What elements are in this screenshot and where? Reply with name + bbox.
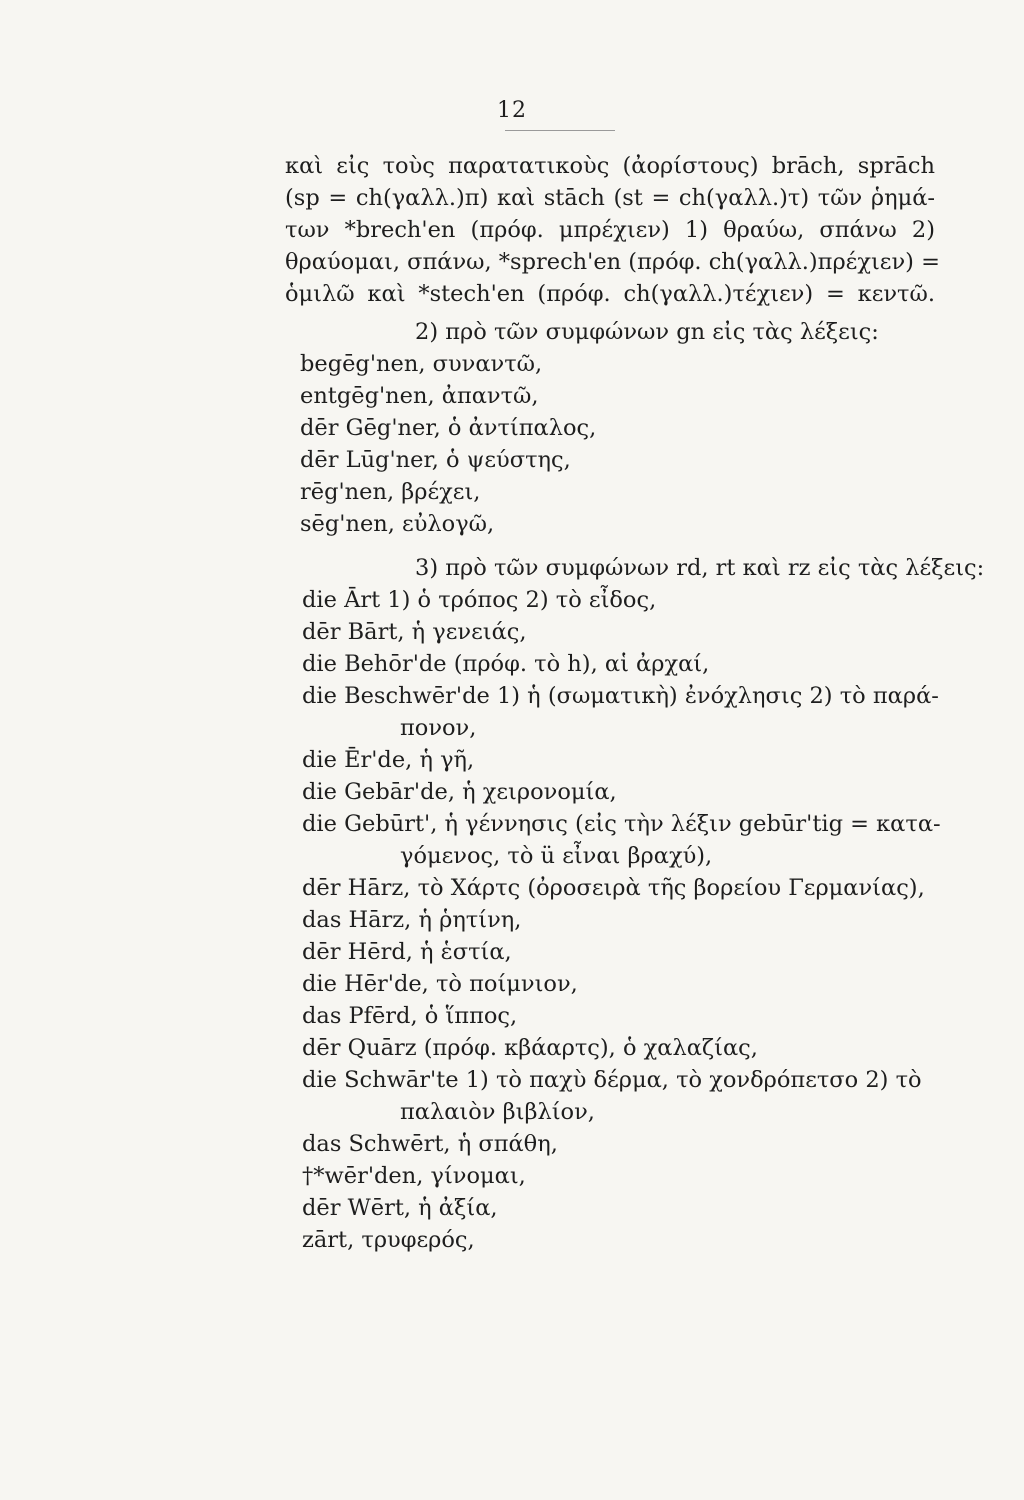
list-item: rēg'nen, βρέχει,: [300, 479, 481, 505]
section-2-heading: 2) πρὸ τῶν συμφώνων gn εἰς τὰς λέξεις:: [415, 319, 879, 345]
section-3-word-list: [285, 584, 941, 1256]
list-item: †*wēr'den, γίνομαι,: [302, 1163, 526, 1189]
list-item: sēg'nen, εὐλογῶ,: [300, 511, 495, 537]
list-item-continuation: παλαιὸν βιβλίον,: [400, 1099, 595, 1125]
list-item: das Pfērd, ὁ ἵππος,: [302, 1003, 518, 1029]
list-item: entgēg'nen, ἀπαντῶ,: [300, 383, 539, 409]
list-item-continuation: πονον,: [400, 715, 477, 741]
list-item: die Gebūrt', ἡ γέννησις (εἰς τὴν λέξιν gebūr'tig = κατα-: [302, 811, 941, 837]
list-item: die Gebār'de, ἡ χειρονομία,: [302, 779, 617, 805]
list-item: die Hēr'de, τὸ ποίμνιον,: [302, 971, 578, 997]
text-line: καὶ εἰς τοὺς παρατατικοὺς (ἀορίστους) brāch, sprāch: [285, 153, 935, 179]
list-item: dēr Hārz, τὸ Χάρτς (ὀροσειρὰ τῆς βορείου Γερμανίας),: [302, 875, 925, 901]
list-item: dēr Lūg'ner, ὁ ψεύστης,: [300, 447, 571, 473]
list-item: die Behōr'de (πρόφ. τὸ h), αἱ ἀρχαί,: [302, 651, 710, 677]
list-item: das Hārz, ἡ ῥητίνη,: [302, 907, 522, 933]
list-item: dēr Gēg'ner, ὁ ἀντίπαλος,: [300, 415, 597, 441]
list-item: das Schwērt, ἡ σπάθη,: [302, 1131, 558, 1157]
section-2-word-list: [285, 348, 935, 540]
text-line: των *brech'en (πρόφ. μπρέχιεν) 1) θραύω, σπάνω 2): [285, 217, 935, 243]
list-item: dēr Bārt, ἡ γενειάς,: [302, 619, 527, 645]
list-item: die Beschwēr'de 1) ἡ (σωματικὴ) ἐνόχλησις 2) τὸ παρά-: [302, 683, 939, 709]
list-item: die Ārt 1) ὁ τρόπος 2) τὸ εἶδος,: [302, 587, 657, 613]
list-item: dēr Quārz (πρόφ. κβάαρτς), ὁ χαλαζίας,: [302, 1035, 758, 1061]
list-item: dēr Hērd, ἡ ἑστία,: [302, 939, 512, 965]
list-item: begēg'nen, συναντῶ,: [300, 351, 543, 377]
page-text: [285, 150, 985, 1256]
list-item: dēr Wērt, ἡ ἀξία,: [302, 1195, 498, 1221]
intro-paragraph: [285, 150, 940, 310]
page-number-rule: [505, 130, 615, 131]
text-line: ὁμιλῶ καὶ *stech'en (πρόφ. ch(γαλλ.)τέχιεν) = κεντῶ.: [285, 281, 935, 307]
text-line: θραύομαι, σπάνω, *sprech'en (πρόφ. ch(γαλλ.)πρέχιεν) =: [285, 249, 940, 275]
section-3-heading: 3) πρὸ τῶν συμφώνων rd, rt καὶ rz εἰς τὰς λέξεις:: [415, 555, 985, 581]
list-item: zārt, τρυφερός,: [302, 1227, 475, 1253]
list-item-continuation: γόμενος, τὸ ü εἶναι βραχύ),: [400, 843, 713, 869]
page-number: 12: [497, 98, 527, 123]
text-line: (sp = ch(γαλλ.)π) καὶ stāch (st = ch(γαλλ.)τ) τῶν ῥημά-: [285, 185, 935, 211]
list-item: die Ēr'de, ἡ γῆ,: [302, 747, 475, 773]
list-item: die Schwār'te 1) τὸ παχὺ δέρμα, τὸ χονδρόπετσο 2) τὸ: [302, 1067, 922, 1093]
